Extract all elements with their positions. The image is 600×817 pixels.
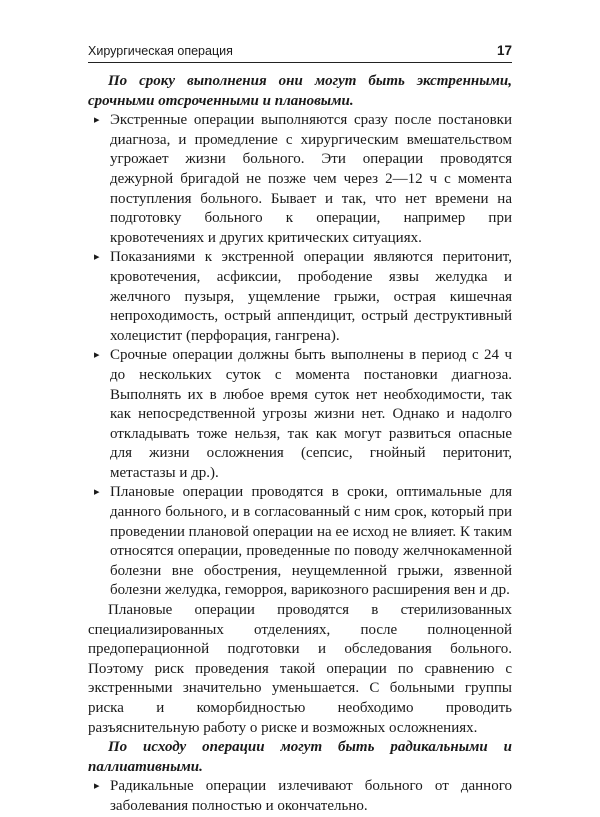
bullet-icon: ▸ bbox=[94, 780, 100, 793]
section-lead-outcome: По исходу операции могут быть радикальными и паллиативными. bbox=[88, 739, 512, 775]
running-title: Хирургическая операция bbox=[88, 44, 233, 58]
list-item-emergency bbox=[88, 111, 512, 248]
page-body bbox=[88, 72, 512, 817]
outcome-list bbox=[88, 777, 512, 816]
page-number: 17 bbox=[496, 43, 512, 58]
list-item-text: Показаниями к экстренной операции являются перитонит, кровотечения, асфиксии, прободение язвы желудка и желчного пузыря, ущемление грыжи, острая кишечная непроходимость, острый аппендицит, острый деструктивный холецистит (перфорация, гангрена). bbox=[110, 249, 512, 344]
list-item-text: Срочные операции должны быть выполнены в период с 24 ч до нескольких суток с момента постановки диагноза. Выполнять их в любое время суток нет необходимости, так как непосредственной угрозы жизни нет. Однако и надолго откладывать тоже нельзя, так как могут развиться опасные для жизни осложнения (сепсис, гнойный перитонит, метастазы и др.). bbox=[110, 347, 512, 481]
list-item-radical bbox=[88, 777, 512, 816]
section-lead-timing: По сроку выполнения они могут быть экстренными, срочными отсроченными и плановыми. bbox=[88, 73, 512, 109]
body-paragraph: Плановые операции проводятся в стерилизованных специализированных отделениях, после полноценной предоперационной подготовки и обследования больного. Поэтому риск проведения такой операции по сравнению с экстренными значительно уменьшается. С больными группы риска и коморбидностью необходимо проводить разъяснительную работу о риске и возможных осложнениях. bbox=[88, 602, 512, 736]
running-head bbox=[88, 44, 512, 58]
list-item-indications bbox=[88, 248, 512, 346]
bullet-icon: ▸ bbox=[94, 486, 100, 499]
bullet-icon: ▸ bbox=[94, 349, 100, 362]
list-item-planned bbox=[88, 483, 512, 601]
bullet-icon: ▸ bbox=[94, 251, 100, 264]
timing-list bbox=[88, 111, 512, 601]
header-rule bbox=[88, 62, 512, 63]
list-item-text: Плановые операции проводятся в сроки, оптимальные для данного больного, и в согласованный с ним срок, который при проведении плановой операции на ее исход не влияет. К таким относятся операции, проведенные по поводу желчнокаменной болезни вне обострения, неущемленной грыжи, язвенной болезни желудка, геморроя, варикозного расширения вен и др. bbox=[110, 484, 512, 599]
list-item-text: Радикальные операции излечивают больного от данного заболевания полностью и окончательно. bbox=[110, 778, 512, 814]
bullet-icon: ▸ bbox=[94, 114, 100, 127]
list-item-text: Экстренные операции выполняются сразу после постановки диагноза, и промедление с хирургическим вмешательством угрожает жизни больного. Эти операции проводятся дежурной бригадой не позже чем через 2—12 ч с момента поступления больного. Бывает и так, что нет времени на подготовку больного к операции, например при кровотечениях и других критических ситуациях. bbox=[110, 112, 512, 246]
list-item-urgent bbox=[88, 346, 512, 483]
